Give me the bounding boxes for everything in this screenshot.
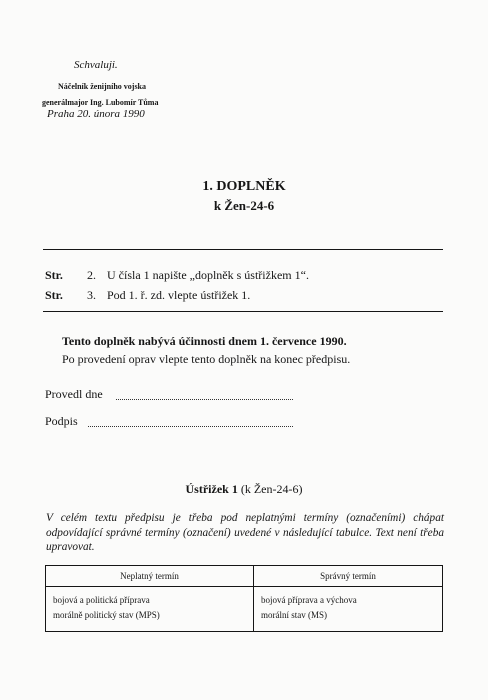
document-subtitle: k Žen-24-6 (213, 198, 275, 213)
correct-terms-cell (254, 587, 443, 632)
invalid-terms-cell (46, 587, 254, 632)
strip-title-reference: (k Žen-24-6) (240, 482, 303, 496)
header-correct-term: Správný termín (254, 566, 443, 587)
signature-line (88, 426, 293, 427)
strip-title (0, 482, 488, 497)
amendment-label: Str. (45, 288, 63, 302)
approval-place-date: Praha 20. února 1990 (47, 108, 145, 120)
performed-date-line (116, 399, 293, 400)
strip-title-main: Ústřižek 1 (185, 482, 238, 496)
top-divider (43, 249, 443, 250)
approval-title: Schvaluji. (74, 59, 118, 71)
approval-block (0, 0, 488, 130)
amendment-row (45, 288, 250, 303)
table-header-row (46, 566, 443, 587)
approval-name: generálmajor Ing. Lubomír Tůma (42, 98, 159, 107)
amendment-text: Pod 1. ř. zd. vlepte ústřižek 1. (107, 288, 251, 302)
table-row (46, 587, 443, 632)
amendment-row (45, 268, 309, 283)
amendment-number: 3. (87, 288, 96, 302)
performed-date-label: Provedl dne (45, 387, 103, 401)
bottom-divider (43, 311, 443, 312)
term-line: bojová příprava a výchova (261, 595, 357, 605)
signature-label: Podpis (45, 414, 78, 428)
amendment-text: U čísla 1 napište „doplněk s ústřižkem 1“. (107, 268, 309, 282)
approval-position: Náčelník ženijního vojska (58, 82, 147, 91)
term-line: morální stav (MS) (261, 610, 327, 620)
header-invalid-term: Neplatný termín (46, 566, 254, 587)
document-title: 1. DOPLNĚK (202, 179, 286, 194)
effective-date-note: Tento doplněk nabývá účinnosti dnem 1. července 1990. (62, 334, 347, 348)
term-line: morálně politický stav (MPS) (53, 610, 160, 620)
strip-instruction: V celém textu předpisu je třeba pod neplatnými termíny (označeními) chápat odpovídající správné termíny (označení) uvedené v následující tabulce. Text není třeba upravovat. (46, 512, 444, 553)
insertion-instruction: Po provedení oprav vlepte tento doplněk na konec předpisu. (62, 352, 351, 366)
amendment-label: Str. (45, 268, 63, 282)
term-line: bojová a politická příprava (53, 595, 150, 605)
terms-table (45, 565, 443, 632)
amendment-number: 2. (87, 268, 96, 282)
